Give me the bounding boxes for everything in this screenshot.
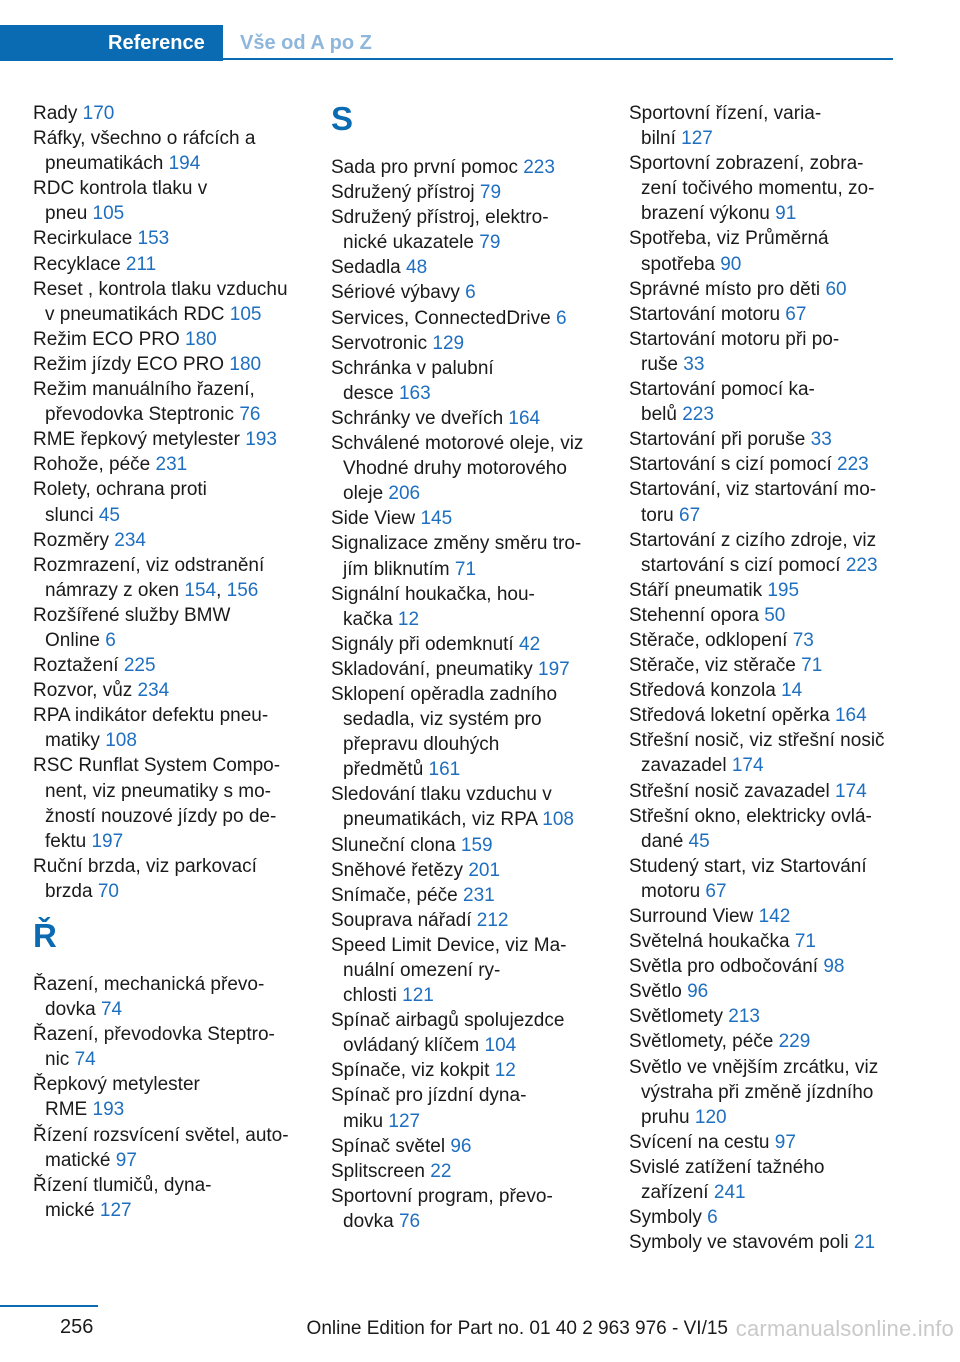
page-link[interactable]: 60 — [825, 278, 847, 300]
entry-text: Souprava nářadí — [331, 909, 477, 931]
entry-text: Středová loketní opěrka — [629, 705, 835, 727]
page-link[interactable]: 97 — [774, 1131, 796, 1153]
entry-text: Speed Limit Device, viz Ma- nuální omezení ry- chlosti — [331, 934, 567, 1007]
index-column-3 — [629, 101, 919, 1255]
index-entry — [629, 151, 919, 226]
page-link[interactable]: 108 — [542, 809, 574, 831]
entry-text: Stáří pneumatik — [629, 579, 768, 601]
index-entry — [33, 226, 323, 251]
index-entry — [33, 477, 323, 527]
page-link[interactable]: 223 — [682, 404, 714, 426]
page-link[interactable]: 223 — [523, 157, 555, 178]
index-entry — [629, 302, 919, 327]
index-entry — [33, 972, 323, 1022]
entry-text: Sériové výbavy — [331, 282, 466, 304]
page-link[interactable]: 14 — [781, 680, 803, 702]
page-link[interactable]: 6 — [105, 629, 116, 651]
index-entry — [629, 1029, 919, 1054]
watermark: carmanualsonline.info — [735, 1316, 954, 1341]
index-entry — [629, 904, 919, 929]
entry-text: Rozmrazení, viz odstranění námrazy z oken — [33, 554, 265, 601]
entry-text: Startování z cizího zdroje, viz startování s cizí pomocí — [629, 529, 877, 576]
page-link[interactable]: 127 — [388, 1110, 421, 1132]
index-entry — [33, 703, 323, 753]
entry-text: Signální houkačka, hou- kačka — [331, 583, 535, 630]
page-link[interactable]: 164 — [508, 407, 541, 429]
index-entry — [629, 653, 919, 678]
entry-text: Spotřeba, viz Průměrná spotřeba — [629, 228, 829, 275]
index-entry — [629, 226, 919, 276]
index-entry — [33, 678, 323, 703]
page-link[interactable]: 213 — [728, 1006, 760, 1028]
page-link[interactable]: 71 — [454, 558, 477, 580]
entry-text: Studený start, viz Startování motoru — [629, 855, 867, 902]
index-entry — [629, 578, 919, 603]
page-link[interactable]: 73 — [792, 629, 814, 651]
page-link[interactable]: 76 — [239, 404, 261, 426]
index-entry — [629, 1004, 919, 1029]
page-link[interactable]: 197 — [538, 658, 570, 680]
index-entry — [33, 126, 323, 176]
page-link[interactable]: 104 — [484, 1035, 517, 1057]
page-link[interactable]: 71 — [794, 931, 816, 953]
index-entry — [629, 1155, 919, 1205]
entry-text: Servotronic — [331, 332, 433, 354]
entry-text: Spínač pro jízdní dyna- miku — [331, 1085, 527, 1132]
index-entry — [33, 1123, 323, 1173]
index-entry — [331, 833, 621, 858]
entry-text: Startování s cizí pomocí — [629, 454, 838, 476]
page-link[interactable]: 170 — [82, 103, 115, 124]
page-link[interactable]: 194 — [168, 153, 201, 175]
entry-text: Svislé zatížení tažného zařízení — [629, 1156, 825, 1204]
entry-text: Světla pro odbočování — [629, 956, 824, 978]
page-link[interactable]: 145 — [420, 508, 453, 530]
page-link[interactable]: 142 — [758, 906, 791, 927]
entry-text: Rozměry — [33, 529, 115, 551]
index-entry — [629, 929, 919, 954]
index-entry — [629, 804, 919, 854]
index-entry — [331, 632, 621, 657]
index-entry — [33, 101, 323, 126]
page-link[interactable]: 229 — [778, 1031, 811, 1053]
index-entry — [33, 1072, 323, 1122]
page-link[interactable]: 48 — [406, 257, 428, 279]
entry-text: Rozvor, vůz — [33, 680, 138, 702]
page-link[interactable]: 6 — [465, 282, 476, 304]
page-link[interactable]: 90 — [720, 253, 742, 275]
tab-vse-od-a-po-z[interactable]: Vše od A po Z — [240, 32, 372, 54]
entry-text: Stehenní opora — [629, 604, 765, 626]
page-link[interactable]: 33 — [810, 429, 832, 451]
page-link[interactable]: 193 — [245, 429, 277, 451]
entry-text: Svícení na cestu — [629, 1131, 775, 1153]
index-column-1 — [33, 101, 323, 1223]
entry-text: Schválené motorové oleje, viz Vhodné druhy motorového oleje — [331, 433, 584, 505]
entry-text: Sdružený přístroj, elektro- nické ukazatele — [331, 207, 549, 254]
index-entry — [331, 858, 621, 883]
entry-text: Symboly ve stavovém poli — [629, 1232, 854, 1254]
entry-text: Startování motoru — [629, 303, 786, 325]
page-link[interactable]: 45 — [98, 504, 120, 526]
page-link[interactable]: 193 — [92, 1099, 125, 1121]
entry-text: Rohože, péče — [33, 454, 156, 476]
page-link[interactable]: 74 — [74, 1049, 96, 1071]
index-entry — [33, 277, 323, 327]
page-link[interactable]: 12 — [494, 1060, 516, 1082]
index-entry — [331, 331, 621, 356]
tab-reference[interactable]: Reference — [0, 25, 223, 61]
entry-text: Sklopení opěradla zadního sedadla, viz systém pro přepravu dlouhých předmětů — [331, 683, 558, 781]
index-entry — [629, 1230, 919, 1255]
page-link[interactable]: 231 — [463, 884, 495, 906]
entry-text: RSC Runflat System Compo- nent, viz pneumatiky s mo- žností nouzové jízdy po de- fektu — [33, 755, 281, 852]
page-link[interactable]: 241 — [713, 1182, 746, 1204]
section-letter: Ř — [33, 917, 57, 954]
entry-text: Snímače, péče — [331, 884, 464, 906]
entry-text: Sedadla — [331, 257, 407, 279]
entry-text: Střešní okno, elektricky ovlá- dané — [629, 805, 872, 852]
index-entry — [629, 327, 919, 377]
index-entry — [331, 1008, 621, 1058]
entry-text: Surround View — [629, 906, 759, 927]
entry-text: Sportovní zobrazení, zobra- zení točivého momentu, zo- brazení výkonu — [629, 153, 875, 225]
index-entry — [33, 452, 323, 477]
index-entry — [33, 1022, 323, 1072]
entry-text: Správné místo pro děti — [629, 278, 826, 300]
header-rule — [223, 58, 893, 60]
index-entry — [33, 854, 323, 904]
entry-text: Střešní nosič, viz střešní nosič zavazadel — [629, 730, 885, 777]
page-link[interactable]: 76 — [398, 1210, 421, 1232]
page-link[interactable]: 42 — [519, 633, 541, 655]
page-link[interactable]: 163 — [398, 382, 431, 404]
entry-text: Světelná houkačka — [629, 931, 795, 953]
entry-text: Řazení, převodovka Steptro- nic — [33, 1024, 275, 1071]
index-entry — [331, 1083, 621, 1133]
index-entry — [629, 779, 919, 804]
entry-text: Řízení tlumičů, dyna- mické — [33, 1174, 212, 1221]
index-entry — [331, 155, 621, 180]
page-link[interactable]: 231 — [155, 454, 188, 476]
entry-text: Skladování, pneumatiky — [331, 658, 539, 680]
page-link[interactable]: 212 — [476, 909, 509, 931]
entry-text: Spínače, viz kokpit — [331, 1060, 495, 1082]
entry-text: Startování motoru při po- ruše — [629, 328, 840, 375]
index-entry — [629, 1055, 919, 1130]
index-entry — [33, 252, 323, 277]
entry-text: Stěrače, odklopení — [629, 629, 793, 651]
entry-text: Stěrače, viz stěrače — [629, 655, 802, 677]
index-entry — [629, 377, 919, 427]
index-entry — [331, 280, 621, 305]
page-link[interactable]: 91 — [775, 203, 797, 225]
page-link[interactable]: 79 — [479, 182, 502, 204]
entry-text: Sněhové řetězy — [331, 859, 469, 881]
page-link[interactable]: 180 — [185, 328, 217, 350]
entry-text: Recyklace — [33, 253, 126, 275]
entry-text: Režim manuálního řazení, převodovka Steptronic — [33, 379, 255, 426]
entry-text: Ráfky, všechno o ráfcích a pneumatikách — [33, 128, 256, 175]
page-link[interactable]: 127 — [681, 128, 713, 150]
entry-text: Řazení, mechanická převo- dovka — [33, 974, 265, 1021]
page-link[interactable]: 67 — [679, 504, 701, 526]
index-entry — [629, 427, 919, 452]
page-link[interactable]: 98 — [823, 956, 845, 978]
index-entry — [629, 477, 919, 527]
page-link[interactable]: 129 — [432, 332, 465, 354]
entry-separator: , — [216, 579, 227, 601]
index-entry — [33, 603, 323, 653]
page-link[interactable]: 6 — [707, 1207, 718, 1229]
entry-text: Recirkulace — [33, 228, 138, 250]
index-entry — [629, 603, 919, 628]
edition-text: Online Edition for Part no. 01 40 2 963 976 - VI/15 — [306, 1318, 728, 1339]
entry-text: Services, ConnectedDrive — [331, 307, 556, 329]
index-entry — [331, 908, 621, 933]
page-link[interactable]: 127 — [99, 1199, 132, 1221]
entry-text: Signalizace změny směru tro- jím bliknutím — [331, 533, 582, 580]
entry-text: Režim jízdy ECO PRO — [33, 353, 230, 375]
page-link[interactable]: 156 — [226, 579, 259, 601]
entry-text: Střešní nosič zavazadel — [629, 780, 835, 802]
page-link[interactable]: 96 — [450, 1135, 472, 1157]
index-entry — [33, 653, 323, 678]
page-link[interactable]: 234 — [137, 680, 170, 702]
index-entry — [33, 553, 323, 603]
entry-text: Startování při poruše — [629, 429, 811, 451]
index-entry — [629, 528, 919, 578]
index-entry — [629, 728, 919, 778]
page-link[interactable]: 12 — [397, 608, 420, 630]
index-entry — [33, 352, 323, 377]
page-link[interactable]: 33 — [683, 353, 705, 375]
page-link[interactable]: 201 — [468, 859, 501, 881]
entry-text: Světlomety, péče — [629, 1031, 779, 1053]
entry-text: Roztažení — [33, 655, 124, 677]
index-entry — [629, 1130, 919, 1155]
index-entry — [331, 431, 621, 506]
entry-text: Sada pro první pomoc — [331, 157, 524, 178]
index-entry — [331, 682, 621, 782]
index-entry — [629, 452, 919, 477]
entry-text: RPA indikátor defektu pneu- matiky — [33, 705, 269, 752]
page-link[interactable]: 71 — [801, 655, 823, 677]
page-link[interactable]: 223 — [837, 454, 869, 476]
entry-text: Schránka v palubní desce — [331, 357, 494, 404]
entry-text: Rozšířené služby BMW Online — [33, 604, 231, 651]
entry-text: Světlomety — [629, 1006, 729, 1028]
index-entry — [33, 1173, 323, 1223]
index-entry — [629, 979, 919, 1004]
entry-text: Rady — [33, 103, 83, 124]
page-link[interactable]: 225 — [123, 655, 156, 677]
page-link[interactable]: 70 — [97, 880, 119, 902]
index-entry — [33, 753, 323, 853]
index-entry — [629, 703, 919, 728]
index-entry — [331, 582, 621, 632]
page-link[interactable]: 195 — [767, 579, 800, 601]
index-entry — [629, 277, 919, 302]
index-entry — [33, 327, 323, 352]
index-entry — [331, 1159, 621, 1184]
entry-text: Sluneční clona — [331, 834, 461, 856]
entry-text: Symboly — [629, 1207, 708, 1229]
entry-text: Řízení rozsvícení světel, auto- matické — [33, 1124, 289, 1171]
index-entry — [331, 506, 621, 531]
page-link[interactable]: 105 — [229, 303, 262, 325]
index-entry — [33, 427, 323, 452]
page-link[interactable]: 22 — [430, 1160, 452, 1182]
entry-text: Režim ECO PRO — [33, 328, 186, 350]
entry-text: Splitscreen — [331, 1160, 431, 1182]
index-entry — [629, 854, 919, 904]
index-entry — [629, 1205, 919, 1230]
index-entry — [33, 528, 323, 553]
index-entry — [331, 1134, 621, 1159]
index-entry — [331, 406, 621, 431]
index-entry — [33, 176, 323, 226]
entry-text: Spínač airbagů spolujezdce ovládaný klíčem — [331, 1010, 565, 1057]
index-entry — [629, 678, 919, 703]
entry-text: Spínač světel — [331, 1135, 451, 1157]
entry-text: Sdružený přístroj — [331, 182, 480, 204]
page-link[interactable]: 105 — [92, 203, 125, 225]
index-column-2 — [331, 101, 621, 1234]
index-entry — [331, 782, 621, 832]
index-entry — [629, 101, 919, 151]
page-link[interactable]: 45 — [688, 830, 710, 852]
entry-text: Sportovní program, převo- dovka — [331, 1185, 553, 1232]
page-link[interactable]: 67 — [705, 880, 727, 902]
page-link[interactable]: 174 — [731, 755, 764, 777]
page-link[interactable]: 174 — [834, 780, 867, 802]
page-link[interactable]: 180 — [229, 353, 262, 375]
page-link[interactable]: 234 — [114, 529, 146, 551]
entry-text: RDC kontrola tlaku v pneu — [33, 178, 208, 225]
section-letter: S — [331, 100, 354, 137]
page-link[interactable]: 79 — [479, 232, 501, 254]
index-entry — [331, 933, 621, 1008]
entry-text: Startování pomocí ka- belů — [629, 379, 815, 426]
index-entry — [331, 180, 621, 205]
index-entry — [331, 1058, 621, 1083]
entry-text: Schránky ve dveřích — [331, 407, 509, 429]
page-link[interactable]: 159 — [460, 834, 493, 856]
entry-text: Středová konzola — [629, 680, 782, 702]
page-link[interactable]: 153 — [137, 228, 170, 250]
footer-rule — [0, 1305, 98, 1307]
page-link[interactable]: 108 — [105, 730, 137, 752]
index-entry — [629, 628, 919, 653]
page-link[interactable]: 164 — [834, 705, 867, 727]
entry-text: Sportovní řízení, varia- bilní — [629, 103, 822, 150]
index-entry — [331, 306, 621, 331]
index-entry — [331, 657, 621, 682]
page-link[interactable]: 21 — [853, 1232, 876, 1254]
entry-text: Rolety, ochrana proti slunci — [33, 479, 207, 526]
page-link[interactable]: 97 — [115, 1149, 137, 1171]
page-link[interactable]: 120 — [694, 1106, 727, 1128]
entry-text: Světlo ve vnějším zrcátku, viz výstraha při změně jízdního pruhu — [629, 1056, 879, 1128]
page-link[interactable]: 50 — [764, 604, 786, 626]
index-entry — [33, 377, 323, 427]
index-entry — [331, 205, 621, 255]
page-link[interactable]: 223 — [845, 554, 878, 576]
page-link[interactable]: 154 — [184, 579, 217, 601]
entry-text: Signály při odemknutí — [331, 633, 519, 655]
page-link[interactable]: 211 — [125, 253, 157, 275]
entry-text: Reset , kontrola tlaku vzduchu v pneumatikách RDC — [33, 278, 288, 325]
page-link[interactable]: 161 — [428, 759, 461, 781]
index-entry — [629, 954, 919, 979]
entry-text: Sledování tlaku vzduchu v pneumatikách, viz RPA — [331, 784, 552, 831]
entry-text: RME řepkový metylester — [33, 429, 246, 451]
index-entry — [331, 255, 621, 280]
page-number: 256 — [60, 1316, 94, 1338]
page-link[interactable]: 121 — [402, 985, 434, 1007]
header-bar — [0, 25, 893, 61]
entry-text: Světlo — [629, 981, 688, 1003]
index-entry — [331, 531, 621, 581]
page-link[interactable]: 96 — [687, 981, 709, 1003]
page-link[interactable]: 6 — [555, 307, 567, 329]
entry-text: Řepkový metylester RME — [33, 1074, 200, 1121]
index-entry — [331, 356, 621, 406]
entry-text: Side View — [331, 508, 421, 530]
page-link[interactable]: 67 — [785, 303, 807, 325]
entry-text: Ruční brzda, viz parkovací brzda — [33, 855, 257, 902]
page-link[interactable]: 197 — [91, 830, 124, 852]
index-entry — [331, 883, 621, 908]
entry-text: Startování, viz startování mo- toru — [629, 479, 877, 526]
page-link[interactable]: 74 — [100, 999, 123, 1021]
index-entry — [331, 1184, 621, 1234]
page-link[interactable]: 206 — [388, 483, 421, 505]
